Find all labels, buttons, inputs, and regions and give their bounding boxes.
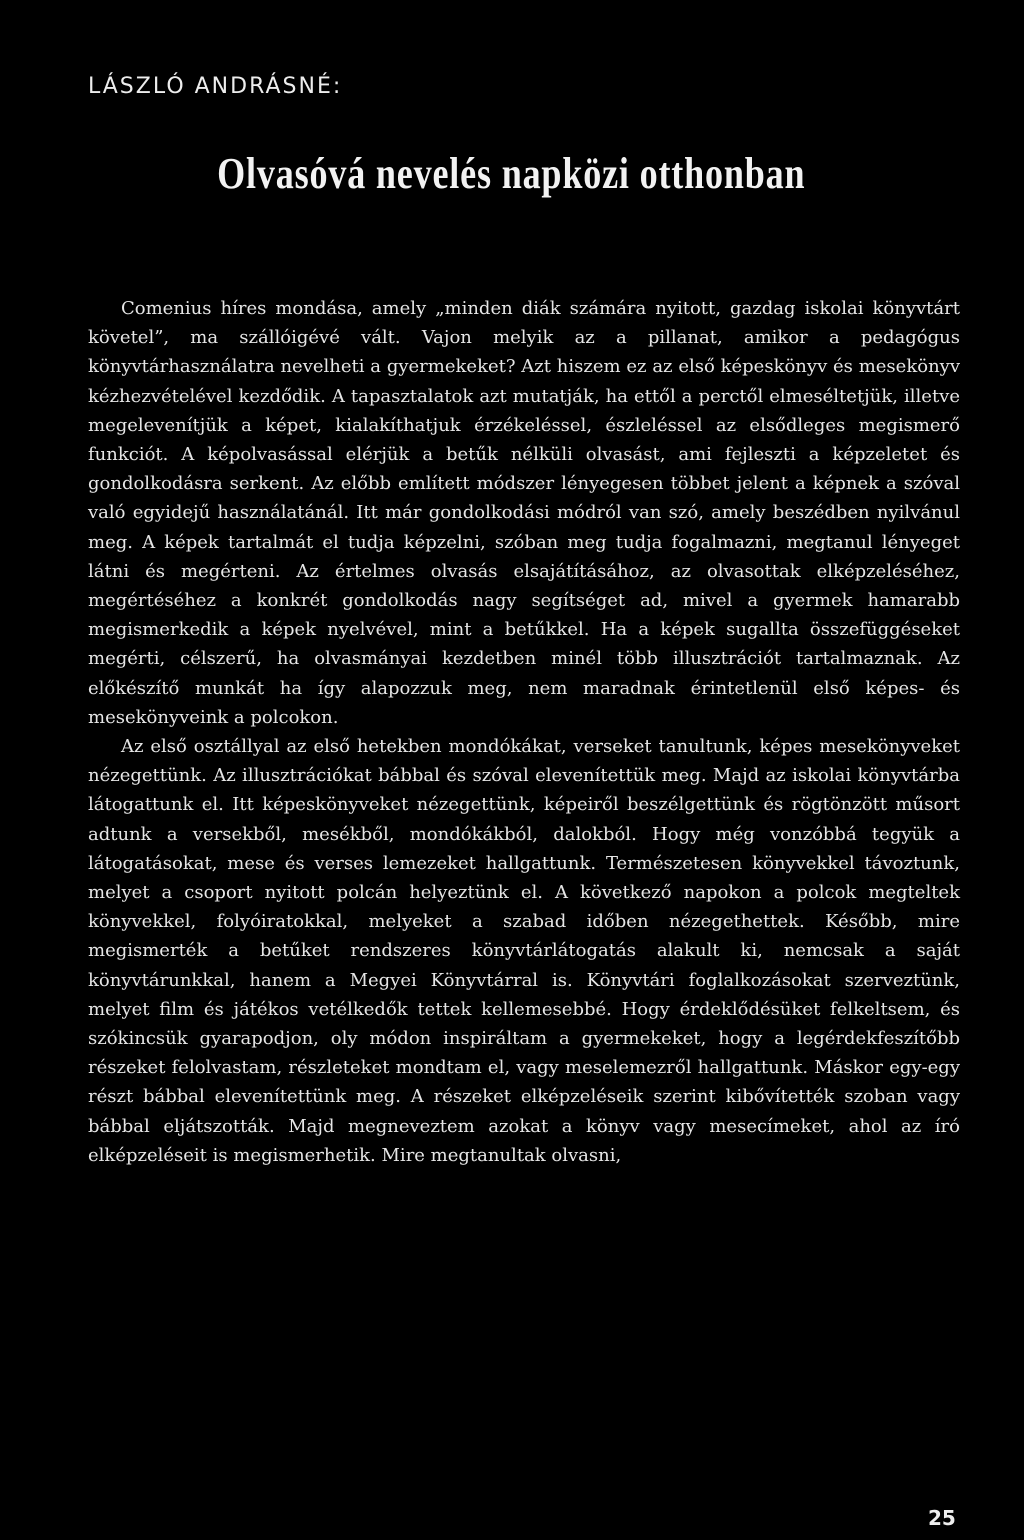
page-number: 25 xyxy=(928,1506,956,1530)
paragraph-1: Comenius híres mondása, amely „minden diák számára nyitott, gazdag iskolai könyvtárt követel”, ma szállóigévé vált. Vajon melyik az a pillanat, amikor a pedagógus könyvtárhasználatra nevelheti a gyermekeket? Azt hiszem ez az első képeskönyv és mesekönyv kézhezvételével kezdődik. A tapasztalatok azt mutatják, ha ettől a perctől elmeséltetjük, illetve megelevenítjük a képet, kialakíthatjuk érzékeléssel, észleléssel az elsődleges megismerő funkciót. A képolvasással elérjük a betűk nélküli olvasást, ami fejleszti a képzeletet és gondolkodásra serkent. Az előbb említett módszer lényegesen többet jelent a képnek a szóval való egyidejű használatánál. Itt már gondolkodási módról van szó, amely beszédben nyilvánul meg. A képek tartalmát el tudja képzelni, szóban meg tudja fogalmazni, megtanul lényeget látni és megérteni. Az értelmes olvasás elsajátításához, az olvasottak elképzeléséhez, megértéséhez a konkrét gondolkodás nagy segítséget ad, mivel a gyermek hamarabb megismerkedik a képek nyelvével, mint a betűkkel. Ha a képek sugallta összefüggéseket megérti, célszerű, ha olvasmányai kezdetben minél több illusztrációt tartalmaznak. Az előkészítő munkát ha így alapozzuk meg, nem maradnak érintetlenül első képes- és mesekönyveink a polcokon. xyxy=(88,298,960,728)
paragraph-2: Az első osztállyal az első hetekben mondókákat, verseket tanultunk, képes mesekönyveket nézegettünk. Az illusztrációkat bábbal és szóval elevenítettük meg. Majd az iskolai könyvtárba látogattunk el. Itt képeskönyveket nézegettünk, képeiről beszélgettünk és rögtönzött műsort adtunk a versekből, mesékből, mondókákból, dalokból. Hogy még vonzóbbá tegyük a látogatásokat, mese és verses lemezeket hallgattunk. Természetesen könyvekkel távoztunk, melyet a csoport nyitott polcán helyeztünk el. A következő napokon a polcok megteltek könyvekkel, folyóiratokkal, melyeket a szabad időben nézegethettek. Később, mire megismerték a betűket rendszeres könyvtárlátogatás alakult ki, nemcsak a saját könyvtárunkkal, hanem a Megyei Könyvtárral is. Könyvtári foglalkozásokat szerveztünk, melyet film és játékos vetélkedők tettek kellemesebbé. Hogy érdeklődésüket felkeltsem, és szókincsük gyarapodjon, oly módon inspiráltam a gyermekeket, hogy a legérdekfeszítőbb részeket felolvastam, részleteket mondtam el, vagy meselemezről hallgattunk. Máskor egy-egy részt bábbal elevenítettünk meg. A részeket elképzeléseik szerint kibővítették szoban vagy bábbal eljátszották. Majd megneveztem azokat a könyv vagy mesecímeket, ahol az író elképzeléseit is megismerhetik. Mire megtanultak olvasni, xyxy=(88,736,960,1166)
article-body xyxy=(88,294,960,1170)
article-title: Olvasóvá nevelés napközi otthonban xyxy=(217,149,806,198)
author-name: LÁSZLÓ ANDRÁSNÉ: xyxy=(88,74,343,99)
